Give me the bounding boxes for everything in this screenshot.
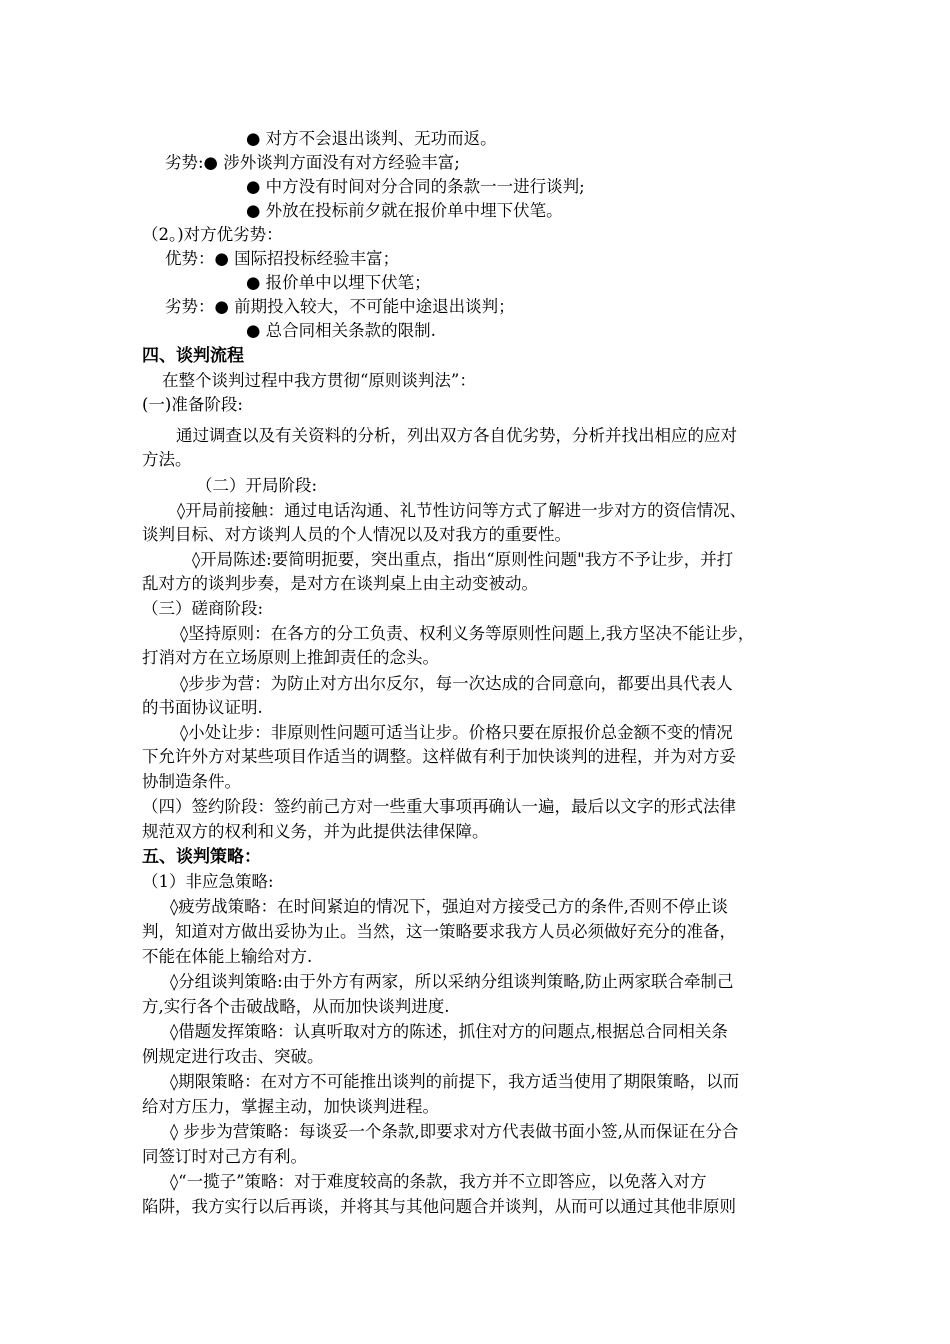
text-line: 协制造条件。 (142, 772, 241, 791)
text-line: 例规定进行攻击、突破。 (142, 1047, 324, 1066)
text-line: ◊借题发挥策略：认真听取对方的陈述，抓住对方的问题点,根据总合同相关条 (170, 1022, 728, 1041)
text-line: ◊开局陈述:要简明扼要，突出重点，指出“原则性问题"我方不予让步，并打 (192, 550, 734, 569)
text-line: （二）开局阶段: (196, 476, 318, 495)
text-line: 规范双方的权利和义务，并为此提供法律保障。 (142, 822, 489, 841)
text-line: （2。)对方优劣势： (142, 225, 283, 244)
section-heading: 五、谈判策略： (142, 847, 261, 867)
text-line: 打消对方在立场原则上推卸责任的念头。 (142, 648, 439, 667)
text-line: ◊ 步步为营策略：每谈妥一个条款,即要求对方代表做书面小签,从而保证在分合 (170, 1122, 739, 1141)
text-line: 方,实行各个击破战略，从而加快谈判进度. (142, 997, 450, 1016)
text-line: ● 总合同相关条款的限制. (246, 321, 436, 340)
text-line: ● 报价单中以埋下伏笔； (246, 273, 431, 292)
text-line: ◊步步为营：为防止对方出尔反尔，每一次达成的合同意向，都要出具代表人 (180, 674, 733, 693)
text-line: 劣势：● 前期投入较大，不可能中途退出谈判； (165, 297, 515, 316)
text-line: 不能在体能上输给对方. (142, 947, 313, 966)
text-line: 下允许外方对某些项目作适当的调整。这样做有利于加快谈判的进程，并为对方妥 (142, 747, 736, 766)
text-line: ◊坚持原则：在各方的分工负责、权利义务等原则性问题上,我方坚决不能让步， (180, 624, 755, 643)
text-line: (一)准备阶段: (142, 395, 243, 414)
text-line: 通过调查以及有关资料的分析，列出双方各自优劣势，分析并找出相应的应对 (176, 426, 737, 445)
text-line: 的书面协议证明. (142, 698, 263, 717)
text-line: ◊开局前接触：通过电话沟通、礼节性访问等方式了解进一步对方的资信情况、 (177, 501, 747, 520)
text-line: ● 外放在投标前夕就在报价单中埋下伏笔。 (246, 201, 563, 220)
text-line: 谈判目标、对方谈判人员的个人情况以及对我方的重要性。 (142, 525, 571, 544)
text-line: ◊疲劳战策略：在时间紧迫的情况下，强迫对方接受己方的条件,否则不停止谈 (170, 897, 728, 916)
text-line: 在整个谈判过程中我方贯彻“原则谈判法”： (162, 371, 476, 390)
text-line: ◊分组谈判策略:由于外方有两家，所以采纳分组谈判策略,防止两家联合牵制己 (170, 972, 734, 991)
text-line: 优势：● 国际招投标经验丰富； (165, 249, 400, 268)
text-line: ◊“一揽子”策略：对于难度较高的条款，我方并不立即答应，以免落入对方 (170, 1172, 707, 1191)
text-line: （1）非应急策略: (142, 872, 274, 891)
section-heading: 四、谈判流程 (142, 346, 244, 366)
text-line: ◊期限策略：在对方不可能推出谈判的前提下，我方适当使用了期限策略，以而 (170, 1072, 740, 1091)
text-line: 判，知道对方做出妥协为止。当然，这一策略要求我方人员必须做好充分的准备， (142, 922, 736, 941)
text-line: 陷阱，我方实行以后再谈，并将其与其他问题合并谈判，从而可以通过其他非原则 (142, 1197, 736, 1216)
text-line: ● 中方没有时间对分合同的条款一一进行谈判; (246, 177, 585, 196)
text-line: 同签订时对己方有利。 (142, 1147, 307, 1166)
text-line: 给对方压力，掌握主动，加快谈判进程。 (142, 1097, 439, 1116)
text-line: ● 对方不会退出谈判、无功而返。 (246, 129, 497, 148)
text-line: ◊小处让步：非原则性问题可适当让步。价格只要在原报价总金额不变的情况 (180, 723, 733, 742)
text-line: 劣势:● 涉外谈判方面没有对方经验丰富; (165, 153, 460, 172)
text-line: （四）签约阶段：签约前己方对一些重大事项再确认一遍，最后以文字的形式法律 (142, 797, 736, 816)
text-line: 乱对方的谈判步奏，是对方在谈判桌上由主动变被动。 (142, 574, 538, 593)
text-line: 方法。 (142, 450, 192, 469)
text-line: （三）磋商阶段: (142, 599, 264, 618)
